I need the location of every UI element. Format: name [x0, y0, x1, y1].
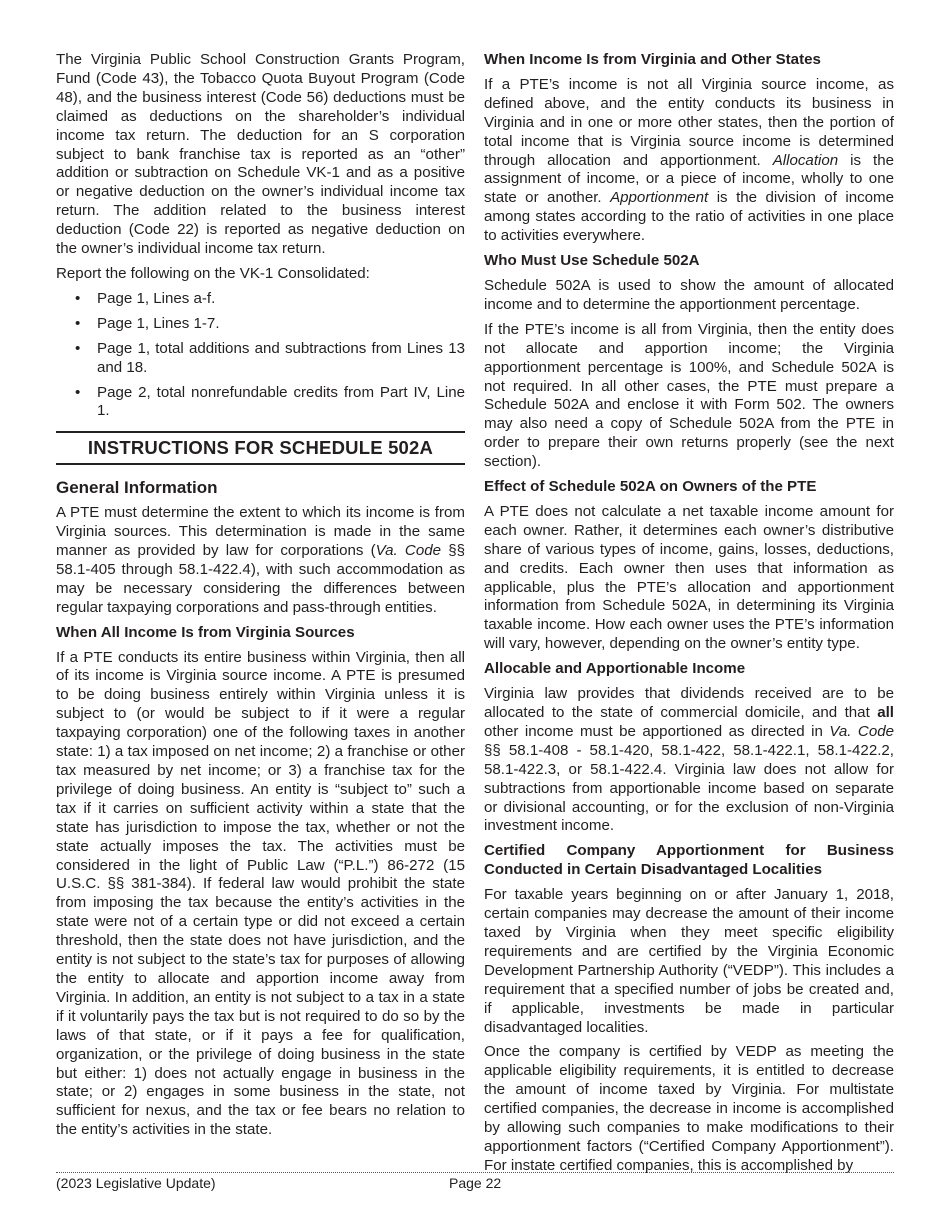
paragraph-general-information: A PTE must determine the extent to which its income is from Virginia sources. This determination is made in the same manner as provided by law for corporations (Va. Code §§ 58.1-405 through 58.1-422.4), with such accommodation as may be necessary considering the differences between regular taxpaying corporations and pass-through entities. [56, 504, 465, 616]
general-information-heading: General Information [56, 478, 218, 498]
list-item: • Page 1, Lines a-f. [75, 289, 216, 307]
list-item: • Page 1, total additions and subtractions from Lines 13 and 18. [75, 339, 465, 376]
paragraph-effect: A PTE does not calculate a net taxable income amount for each owner. Rather, it determines each owner’s distributive share of various types of income, gains, losses, deductions, and credits. Each owner then uses that information as applicable, plus the PTE’s allocation and apportionment information from Schedule 502A, in determining its Virginia taxable income. How each owner uses the PTE’s information will vary, however, depending on the owner’s entity type. [484, 502, 894, 653]
list-item: • Page 1, Lines 1-7. [75, 314, 220, 332]
paragraph-who-must-use-1: Schedule 502A is used to show the amount of allocated income and to determine the apportionment percentage. [484, 276, 894, 313]
who-must-use-heading: Who Must Use Schedule 502A [484, 252, 700, 270]
bullet-icon: • [75, 339, 81, 357]
paragraph-deductions: The Virginia Public School Construction Grants Program, Fund (Code 43), the Tobacco Quota Buyout Program (Code 48), and the business interest (Code 56) deductions must be claimed as deductions on the shareholder’s individual income tax return. The deduction for an S corporation subject to bank franchise tax is reported as an “other” addition or subtraction on Schedule VK-1 and as a positive or negative deduction on the owner’s individual income tax return. The addition related to the business interest deduction (Code 22) is reported as negative deduction on the owner’s individual income tax return. [56, 51, 465, 258]
left-column [56, 51, 465, 1146]
section-title: INSTRUCTIONS FOR SCHEDULE 502A [56, 431, 465, 465]
paragraph-other-states: If a PTE’s income is not all Virginia source income, as defined above, and the entity conducts its business in Virginia and in one or more other states, then the portion of total income that is Virginia source income is determined through allocation and apportionment. Allocation is the assignment of income, or a piece of income, wholly to one state or another. Apportionment is the division of income among states according to the ratio of activities in one place to activities everywhere. [484, 75, 895, 245]
paragraph-who-must-use-2: If the PTE’s income is all from Virginia, then the entity does not allocate and apportion income; the Virginia apportionment percentage is 100%, and Schedule 502A is not required. In all other cases, the PTE must prepare a Schedule 502A and enclose it with Form 502. The owners may also need a copy of Schedule 502A from the PTE in order to prepare their own returns properly (see the next section). [484, 320, 894, 471]
paragraph-report-following: Report the following on the VK-1 Consolidated: [56, 264, 370, 282]
footer-divider [56, 1172, 894, 1173]
paragraph-certified-2: Once the company is certified by VEDP as meeting the applicable eligibility requirements, it is entitled to decrease the amount of income taxed by Virginia. For multistate certified companies, the decrease in income is accomplished by allowing such companies to make modifications to their apportionment factors (“Certified Company Apportionment”). For instate certified companies, this is accomplished by [484, 1043, 894, 1174]
list-item: • Page 2, total nonrefundable credits from Part IV, Line 1. [75, 383, 465, 420]
page-number: Page 22 [449, 1175, 502, 1191]
bullet-icon: • [75, 314, 81, 332]
other-states-heading: When Income Is from Virginia and Other States [484, 51, 821, 68]
bullet-icon: • [75, 289, 81, 307]
effect-heading: Effect of Schedule 502A on Owners of the PTE [484, 478, 817, 496]
right-column [484, 51, 894, 1182]
vk1-consolidated-list [56, 290, 465, 421]
all-virginia-heading: When All Income Is from Virginia Sources [56, 623, 355, 641]
paragraph-allocable: Virginia law provides that dividends received are to be allocated to the state of commercial domicile, and that all other income must be apportioned as directed in Va. Code §§ 58.1-408 - 58.1-420, 58.1-422, 58.1-422.1, 58.1-422.2, 58.1-422.3, or 58.1-422.4. Virginia law does not allow for subtractions from apportionable income based on separate or divisional accounting, or for the exclusion of non-Virginia investment income. [484, 685, 894, 835]
allocable-heading: Allocable and Apportionable Income [484, 660, 746, 678]
certified-company-heading: Certified Company Apportionment for Business Conducted in Certain Disadvantaged Localities [484, 842, 894, 879]
paragraph-certified-1: For taxable years beginning on or after January 1, 2018, certain companies may decrease the amount of their income taxed by Virginia when they meet specific eligibility requirements and are certified by the Virginia Economic Development Partnership Authority (“VEDP”). This includes a requirement that a specified number of jobs be created and, if applicable, investments be made in particular disadvantaged localities. [484, 886, 894, 1036]
paragraph-all-virginia: If a PTE conducts its entire business within Virginia, then all of its income is Virginia source income. A PTE is presumed to be doing business entirely within Virginia unless it is subject to (or would be subject to if it were a regular taxpaying corporation) one of the following taxes in another state: 1) a tax imposed on net income; 2) a franchise or other tax measured by net income; or 3) a franchise tax for the privilege of doing business. An entity is “subject to” such a tax if it carries on sufficient activity within a state that the state has jurisdiction to impose the tax, whether or not the state actually imposes the tax. The activities must be considered in the light of Public Law (“P.L.”) 86-272 (15 U.S.C. §§ 381-384). If federal law would prohibit the state from imposing the tax because the entity’s activities in the state were not of a certain type or did not exceed a certain threshold, then the state does not have jurisdiction, and the entity is not subject to the state’s tax for purposes of allowing the entity to allocate and apportion income away from Virginia. In addition, an entity is not subject to a tax in a state if it voluntarily pays the tax but is not required to do so by the laws of that state, or if it pays a fee for qualification, organization, or the privilege of doing business in the state but either: 1) does not actually engage in business in the state; or 2) engages in some business in the state, not sufficient for nexus, and the tax or fee bears no relation to the entity’s activities in the state. [56, 648, 465, 1139]
bullet-icon: • [75, 383, 81, 401]
footer-edition: (2023 Legislative Update) [56, 1175, 216, 1191]
